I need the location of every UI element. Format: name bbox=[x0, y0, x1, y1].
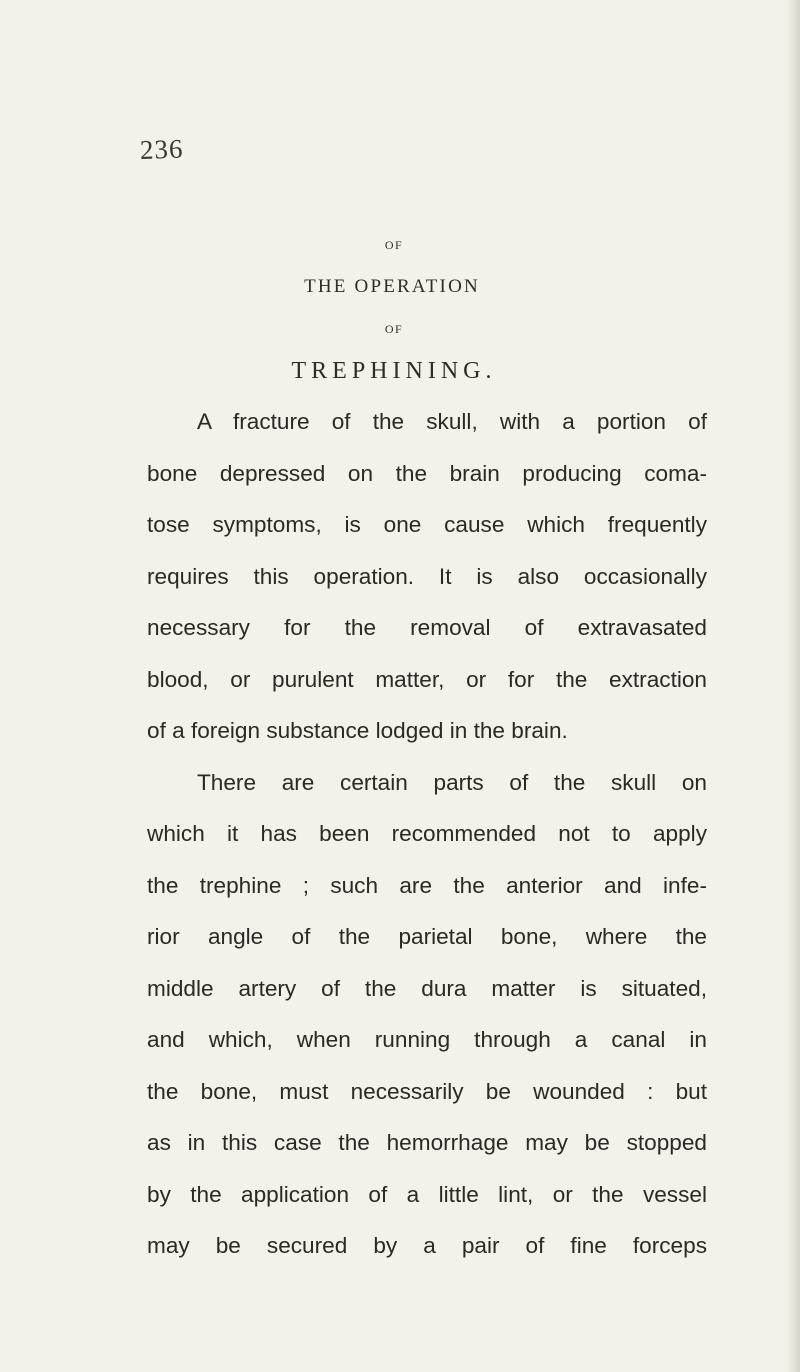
text-line: as in this case the hemorrhage may be stopped bbox=[147, 1130, 707, 1155]
text-line: necessary for the removal of extravasated bbox=[147, 615, 707, 640]
text-line: middle artery of the dura matter is situated, bbox=[147, 975, 707, 1001]
text-line: may be secured by a pair of fine forceps bbox=[147, 1233, 707, 1258]
heading-of-bottom: OF bbox=[384, 322, 404, 336]
text-line: of a foreign substance lodged in the brain. bbox=[147, 718, 568, 743]
body-text bbox=[147, 396, 707, 1272]
text-line: which it has been recommended not to apply bbox=[147, 821, 707, 846]
text-line: requires this operation. It is also occasionally bbox=[147, 563, 707, 589]
text-line: A fracture of the skull, with a portion of bbox=[197, 409, 707, 434]
text-line: There are certain parts of the skull on bbox=[197, 769, 707, 795]
page-number: 236 bbox=[139, 133, 184, 165]
page-edge-shadow bbox=[786, 0, 800, 1372]
text-line: bone depressed on the brain producing coma- bbox=[147, 460, 707, 486]
heading-of-top: OF bbox=[384, 238, 404, 252]
text-line: the trephine ; such are the anterior and infe- bbox=[147, 872, 707, 898]
text-line: tose symptoms, is one cause which frequently bbox=[147, 512, 707, 537]
text-line: by the application of a little lint, or the vessel bbox=[147, 1181, 707, 1207]
text-line: the bone, must necessarily be wounded : but bbox=[147, 1078, 707, 1104]
text-line: blood, or purulent matter, or for the extraction bbox=[147, 666, 707, 692]
text-line: rior angle of the parietal bone, where the bbox=[147, 924, 707, 949]
heading-title: THE OPERATION bbox=[304, 276, 480, 297]
text-line: and which, when running through a canal in bbox=[147, 1027, 707, 1052]
heading-subject: TREPHINING. bbox=[291, 358, 497, 384]
